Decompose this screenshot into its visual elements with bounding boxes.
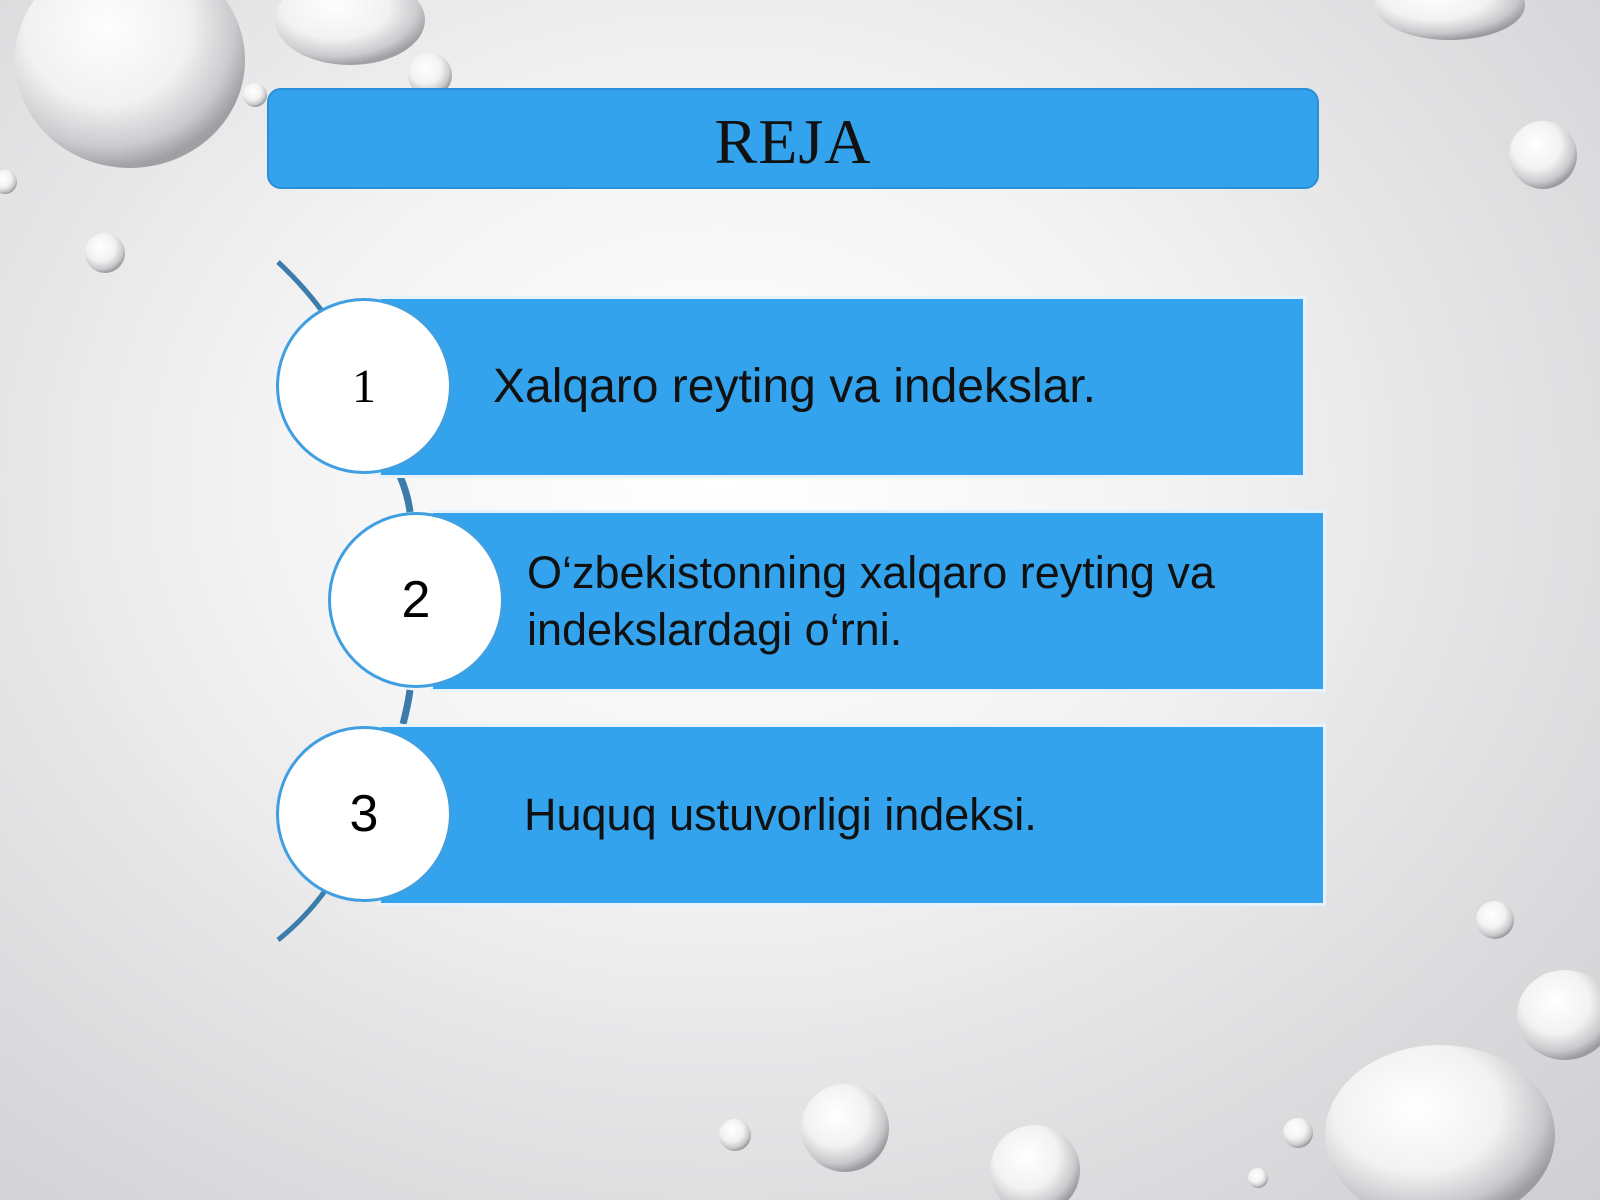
agenda-item-number: 3 <box>349 785 379 843</box>
title-banner <box>267 88 1319 189</box>
slide-title: REJA <box>714 105 872 177</box>
agenda-item-number: 1 <box>352 359 376 413</box>
agenda-item-number-circle <box>276 726 452 902</box>
agenda-item-text: Xalqaro reyting va indekslar. <box>493 359 1096 413</box>
agenda-item-number-circle <box>328 512 504 688</box>
agenda-item-text: O‘zbekistonning xalqaro reyting va indekslardagi o‘rni. <box>527 546 1215 655</box>
agenda-item-bar <box>378 296 1306 478</box>
agenda-item-text: Huquq ustuvorligi indeksi. <box>524 789 1037 841</box>
agenda-item-bar <box>430 510 1326 692</box>
agenda-item-bar <box>378 724 1326 906</box>
agenda-item-number: 2 <box>401 571 431 629</box>
agenda-item-number-circle <box>276 298 452 474</box>
